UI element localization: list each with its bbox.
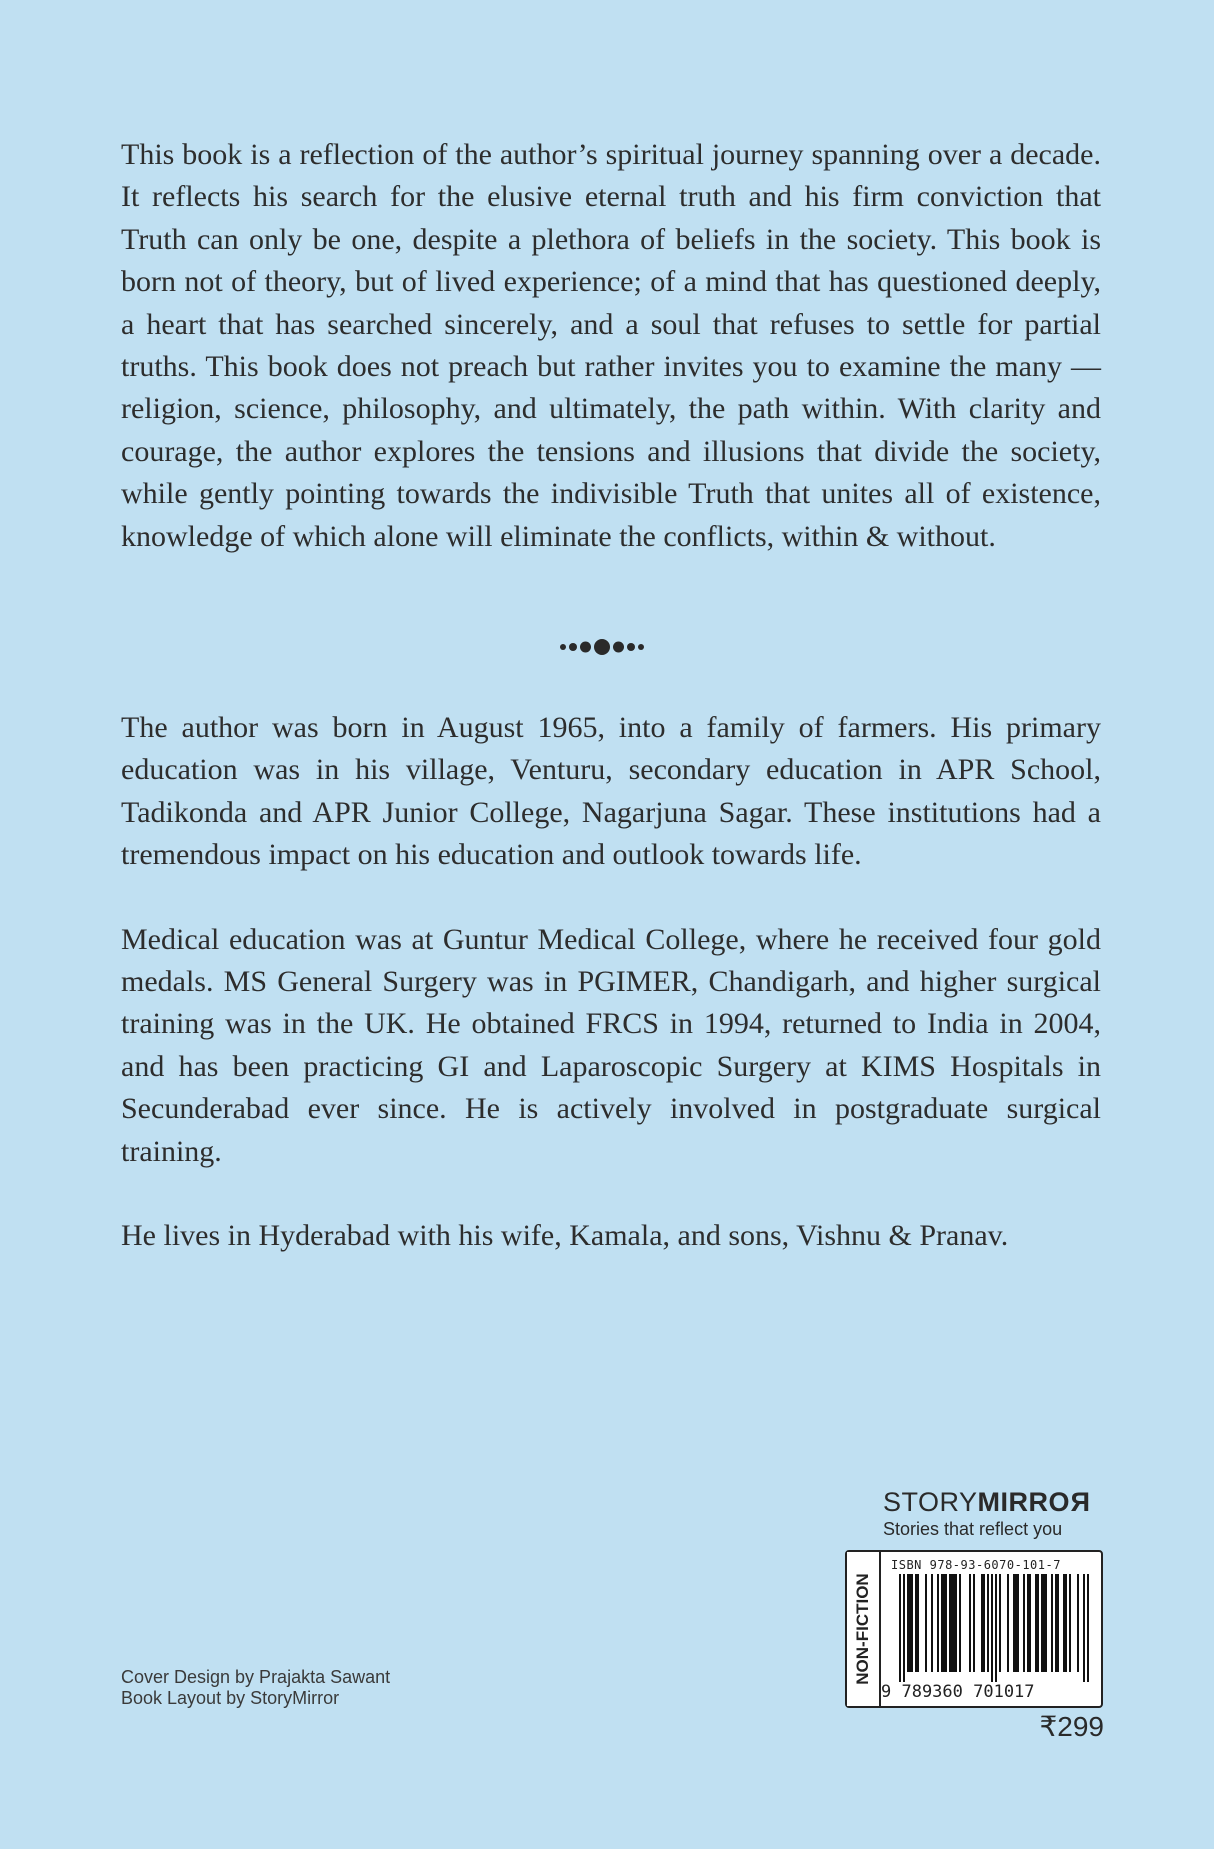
barcode-bar (899, 1574, 901, 1682)
barcode-bar (1065, 1574, 1067, 1672)
book-blurb (121, 134, 1101, 558)
isbn-label: ISBN 978-93-6070-101-7 (891, 1558, 1061, 1572)
barcode-bar (1045, 1574, 1047, 1672)
barcode-bar (1013, 1574, 1015, 1672)
price-label: ₹299 (1039, 1711, 1104, 1742)
barcode-bar (1035, 1574, 1037, 1672)
bio-paragraph-1: The author was born in August 1965, into a family of farmers. His primary education was in his village, Venturu, secondary education in APR School, Tadikonda and APR Junior College, Nagarjuna Sagar. These institutions had a tremendous impact on his education and outlook towards life. (121, 711, 1101, 872)
barcode-bar (1083, 1574, 1085, 1682)
barcode-bar (949, 1574, 951, 1672)
barcode-bar (943, 1574, 945, 1672)
barcode-bar (903, 1574, 905, 1682)
barcode-bar (983, 1574, 985, 1672)
barcode-bar (1077, 1574, 1079, 1672)
barcode-digits: 9 789360 701017 (881, 1682, 1035, 1702)
barcode-bar (1037, 1574, 1039, 1672)
cover-design-credit: Cover Design by Prajakta Sawant (121, 1667, 391, 1687)
genre-strip (847, 1552, 881, 1706)
barcode-bar (995, 1574, 997, 1682)
barcode-bar (1057, 1574, 1059, 1672)
genre-label: NON-FICTION (853, 1573, 872, 1685)
divider-dot (613, 642, 624, 653)
barcode-bar (941, 1574, 943, 1672)
barcode-bar (907, 1574, 909, 1672)
barcode-panel (845, 1550, 1103, 1708)
barcode-icon (899, 1574, 1089, 1682)
divider-dot (627, 643, 635, 651)
barcode-bar (1041, 1574, 1043, 1672)
barcode-bar (1029, 1574, 1031, 1672)
barcode-bar (909, 1574, 911, 1672)
publisher-logo (883, 1487, 1103, 1541)
bio-paragraph-3: He lives in Hyderabad with his wife, Kamala, and sons, Vishnu & Pranav. (121, 1219, 1009, 1253)
barcode-bar (969, 1574, 971, 1672)
barcode-bar (1027, 1574, 1029, 1672)
barcode-bar (925, 1574, 927, 1672)
publisher-name-part1: STORY (883, 1487, 978, 1517)
divider-dot (560, 644, 566, 650)
barcode-bar (1017, 1574, 1019, 1672)
publisher-tagline: Stories that reflect you (883, 1519, 1063, 1539)
divider-dot (580, 642, 591, 653)
barcode-bar (915, 1574, 917, 1672)
barcode-bar (973, 1574, 975, 1672)
barcode-bar (955, 1574, 957, 1672)
barcode-bar (911, 1574, 913, 1672)
publisher-name-part2: MIRRO (977, 1487, 1071, 1517)
barcode-bar (959, 1574, 961, 1672)
barcode-bar (917, 1574, 919, 1672)
barcode-bar (981, 1574, 983, 1672)
divider-dot (594, 639, 610, 655)
book-layout-credit: Book Layout by StoryMirror (121, 1688, 340, 1708)
barcode-bar (937, 1574, 939, 1672)
publisher-name-mirrored-r: R (1070, 1487, 1091, 1517)
barcode-bar (953, 1574, 955, 1672)
barcode-bar (1043, 1574, 1045, 1672)
barcode-bar (1015, 1574, 1017, 1672)
divider-dot (638, 644, 644, 650)
barcode-bar (991, 1574, 993, 1682)
blurb-paragraph: This book is a reflection of the author’s spiritual journey spanning over a decade. It reflects his search for the elusive eternal truth and his firm conviction that Truth can only be one, despite a plethora of beliefs in the society. This book is born not of theory, but of lived experience; of a mind that has questioned deeply, a heart that has searched sincerely, and a soul that refuses to settle for partial truths. This book does not preach but rather invites you to examine the many — religion, science, philosophy, and ultimately, the path within. With clarity and courage, the author explores the tensions and illusions that divide the society, while gently pointing towards the indivisible Truth that unites all of existence, knowledge of which alone will eliminate the conflicts, within & without. (121, 138, 1101, 553)
publisher-name (883, 1487, 1103, 1517)
barcode-bar (1007, 1574, 1009, 1672)
barcode-bar (987, 1574, 989, 1672)
credits (121, 1667, 390, 1709)
bio-paragraph-2: Medical education was at Guntur Medical College, where he received four gold medals. MS General Surgery was in PGIMER, Chandigarh, and higher surgical training was in the UK. He obtained FRCS in 1994, returned to India in 2004, and has been practicing GI and Laparoscopic Surgery at KIMS Hospitals in Secunderabad ever since. He is actively involved in postgraduate surgical training. (121, 922, 1101, 1168)
author-bio (121, 707, 1101, 1257)
barcode-bar (945, 1574, 947, 1672)
barcode-bar (951, 1574, 953, 1672)
barcode-bar (1051, 1574, 1053, 1672)
barcode-bar (1063, 1574, 1065, 1672)
barcode-bar (999, 1574, 1001, 1672)
barcode-bar (1055, 1574, 1057, 1672)
divider-dot (569, 643, 577, 651)
barcode-bar (931, 1574, 933, 1672)
barcode-bar (1069, 1574, 1071, 1672)
barcode-bar (1023, 1574, 1025, 1672)
barcode-bar (1087, 1574, 1089, 1682)
dot-ornament-icon (0, 636, 1214, 658)
